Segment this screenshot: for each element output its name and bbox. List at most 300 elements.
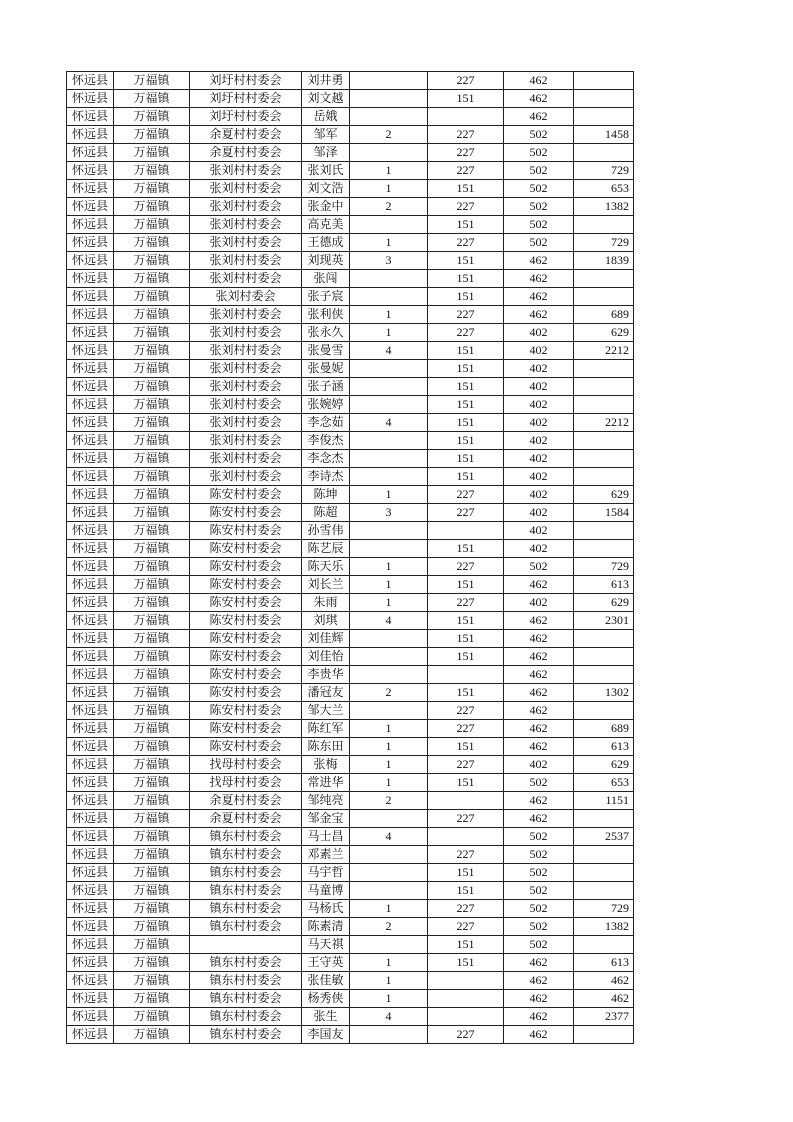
amount-b-cell: 502 xyxy=(504,882,574,900)
total-cell xyxy=(574,702,634,720)
table-row xyxy=(67,396,634,414)
household-count-cell xyxy=(350,468,428,486)
name-cell: 张永久 xyxy=(302,324,350,342)
village-committee-cell: 陈安村村委会 xyxy=(190,702,302,720)
town-cell: 万福镇 xyxy=(114,594,190,612)
village-committee-cell: 陈安村村委会 xyxy=(190,612,302,630)
town-cell: 万福镇 xyxy=(114,324,190,342)
table-row xyxy=(67,918,634,936)
total-cell: 613 xyxy=(574,954,634,972)
amount-b-cell: 402 xyxy=(504,342,574,360)
name-cell: 刘佳辉 xyxy=(302,630,350,648)
amount-a-cell xyxy=(428,108,504,126)
village-committee-cell: 张刘村村委会 xyxy=(190,342,302,360)
name-cell: 张生 xyxy=(302,1008,350,1026)
total-cell: 689 xyxy=(574,720,634,738)
town-cell: 万福镇 xyxy=(114,162,190,180)
table-row xyxy=(67,72,634,90)
household-count-cell: 1 xyxy=(350,756,428,774)
amount-a-cell: 227 xyxy=(428,558,504,576)
name-cell: 邹大兰 xyxy=(302,702,350,720)
table-row xyxy=(67,1026,634,1044)
town-cell: 万福镇 xyxy=(114,414,190,432)
household-count-cell xyxy=(350,216,428,234)
total-cell xyxy=(574,540,634,558)
village-committee-cell: 张刘村村委会 xyxy=(190,162,302,180)
county-cell: 怀远县 xyxy=(67,1026,114,1044)
village-committee-cell: 张刘村村委会 xyxy=(190,270,302,288)
county-cell: 怀远县 xyxy=(67,486,114,504)
amount-b-cell: 462 xyxy=(504,648,574,666)
amount-b-cell: 502 xyxy=(504,864,574,882)
county-cell: 怀远县 xyxy=(67,270,114,288)
village-committee-cell: 找母村村委会 xyxy=(190,756,302,774)
name-cell: 李念杰 xyxy=(302,450,350,468)
total-cell: 1151 xyxy=(574,792,634,810)
town-cell: 万福镇 xyxy=(114,504,190,522)
amount-a-cell: 151 xyxy=(428,648,504,666)
amount-a-cell: 151 xyxy=(428,450,504,468)
total-cell: 462 xyxy=(574,990,634,1008)
name-cell: 刘井勇 xyxy=(302,72,350,90)
county-cell: 怀远县 xyxy=(67,954,114,972)
amount-a-cell xyxy=(428,666,504,684)
amount-b-cell: 462 xyxy=(504,108,574,126)
amount-b-cell: 402 xyxy=(504,378,574,396)
table-row xyxy=(67,216,634,234)
total-cell: 689 xyxy=(574,306,634,324)
name-cell: 杨秀侠 xyxy=(302,990,350,1008)
county-cell: 怀远县 xyxy=(67,810,114,828)
household-count-cell xyxy=(350,90,428,108)
table-row xyxy=(67,972,634,990)
household-count-cell: 2 xyxy=(350,198,428,216)
town-cell: 万福镇 xyxy=(114,288,190,306)
table-row xyxy=(67,900,634,918)
name-cell: 张闯 xyxy=(302,270,350,288)
name-cell: 王守英 xyxy=(302,954,350,972)
town-cell: 万福镇 xyxy=(114,684,190,702)
amount-b-cell: 462 xyxy=(504,684,574,702)
county-cell: 怀远县 xyxy=(67,720,114,738)
village-committee-cell: 镇东村村委会 xyxy=(190,1026,302,1044)
name-cell: 张金中 xyxy=(302,198,350,216)
amount-a-cell: 227 xyxy=(428,306,504,324)
total-cell: 653 xyxy=(574,180,634,198)
town-cell: 万福镇 xyxy=(114,90,190,108)
county-cell: 怀远县 xyxy=(67,936,114,954)
table-row xyxy=(67,720,634,738)
town-cell: 万福镇 xyxy=(114,1026,190,1044)
county-cell: 怀远县 xyxy=(67,342,114,360)
total-cell: 1302 xyxy=(574,684,634,702)
amount-b-cell: 462 xyxy=(504,288,574,306)
amount-a-cell: 227 xyxy=(428,72,504,90)
table-row xyxy=(67,810,634,828)
table-row xyxy=(67,540,634,558)
county-cell: 怀远县 xyxy=(67,1008,114,1026)
table-row xyxy=(67,270,634,288)
county-cell: 怀远县 xyxy=(67,396,114,414)
household-count-cell: 1 xyxy=(350,306,428,324)
town-cell: 万福镇 xyxy=(114,612,190,630)
table-row xyxy=(67,306,634,324)
county-cell: 怀远县 xyxy=(67,252,114,270)
amount-a-cell: 227 xyxy=(428,594,504,612)
household-count-cell xyxy=(350,144,428,162)
amount-a-cell: 151 xyxy=(428,270,504,288)
town-cell: 万福镇 xyxy=(114,378,190,396)
village-committee-cell: 张刘村村委会 xyxy=(190,252,302,270)
amount-b-cell: 462 xyxy=(504,90,574,108)
name-cell: 朱雨 xyxy=(302,594,350,612)
village-committee-cell: 镇东村村委会 xyxy=(190,972,302,990)
county-cell: 怀远县 xyxy=(67,702,114,720)
village-committee-cell: 陈安村村委会 xyxy=(190,648,302,666)
town-cell: 万福镇 xyxy=(114,576,190,594)
village-committee-cell: 余夏村村委会 xyxy=(190,810,302,828)
table-row xyxy=(67,576,634,594)
county-cell: 怀远县 xyxy=(67,306,114,324)
village-committee-cell: 张刘村村委会 xyxy=(190,432,302,450)
town-cell: 万福镇 xyxy=(114,234,190,252)
household-count-cell xyxy=(350,270,428,288)
household-count-cell xyxy=(350,630,428,648)
name-cell: 张子涵 xyxy=(302,378,350,396)
household-count-cell xyxy=(350,450,428,468)
county-cell: 怀远县 xyxy=(67,504,114,522)
amount-a-cell: 227 xyxy=(428,198,504,216)
table-row xyxy=(67,738,634,756)
total-cell xyxy=(574,378,634,396)
household-count-cell: 1 xyxy=(350,180,428,198)
table-row xyxy=(67,414,634,432)
household-count-cell: 4 xyxy=(350,414,428,432)
amount-b-cell: 502 xyxy=(504,198,574,216)
village-committee-cell: 镇东村村委会 xyxy=(190,828,302,846)
amount-a-cell: 227 xyxy=(428,1026,504,1044)
town-cell: 万福镇 xyxy=(114,810,190,828)
name-cell: 常进华 xyxy=(302,774,350,792)
village-committee-cell: 张刘村村委会 xyxy=(190,216,302,234)
county-cell: 怀远县 xyxy=(67,774,114,792)
name-cell: 张佳敏 xyxy=(302,972,350,990)
amount-b-cell: 462 xyxy=(504,738,574,756)
town-cell: 万福镇 xyxy=(114,126,190,144)
total-cell xyxy=(574,108,634,126)
village-committee-cell: 陈安村村委会 xyxy=(190,594,302,612)
village-committee-cell: 陈安村村委会 xyxy=(190,522,302,540)
town-cell: 万福镇 xyxy=(114,900,190,918)
amount-a-cell: 227 xyxy=(428,918,504,936)
table-row xyxy=(67,954,634,972)
amount-a-cell: 227 xyxy=(428,126,504,144)
household-count-cell xyxy=(350,666,428,684)
town-cell: 万福镇 xyxy=(114,468,190,486)
county-cell: 怀远县 xyxy=(67,972,114,990)
amount-b-cell: 402 xyxy=(504,594,574,612)
household-count-cell xyxy=(350,810,428,828)
amount-b-cell: 502 xyxy=(504,918,574,936)
county-cell: 怀远县 xyxy=(67,324,114,342)
village-committee-cell: 陈安村村委会 xyxy=(190,540,302,558)
town-cell: 万福镇 xyxy=(114,522,190,540)
name-cell: 李国友 xyxy=(302,1026,350,1044)
county-cell: 怀远县 xyxy=(67,450,114,468)
amount-b-cell: 402 xyxy=(504,522,574,540)
total-cell xyxy=(574,288,634,306)
village-committee-cell: 刘圩村村委会 xyxy=(190,108,302,126)
table-row xyxy=(67,180,634,198)
total-cell xyxy=(574,666,634,684)
name-cell: 刘文越 xyxy=(302,90,350,108)
total-cell xyxy=(574,360,634,378)
amount-b-cell: 402 xyxy=(504,360,574,378)
town-cell: 万福镇 xyxy=(114,990,190,1008)
household-count-cell xyxy=(350,846,428,864)
name-cell: 陈坤 xyxy=(302,486,350,504)
name-cell: 刘现英 xyxy=(302,252,350,270)
table-row xyxy=(67,432,634,450)
amount-a-cell xyxy=(428,990,504,1008)
amount-b-cell: 502 xyxy=(504,774,574,792)
county-cell: 怀远县 xyxy=(67,648,114,666)
county-cell: 怀远县 xyxy=(67,360,114,378)
household-count-cell xyxy=(350,72,428,90)
village-committee-cell: 陈安村村委会 xyxy=(190,504,302,522)
county-cell: 怀远县 xyxy=(67,558,114,576)
county-cell: 怀远县 xyxy=(67,576,114,594)
table-row xyxy=(67,756,634,774)
total-cell xyxy=(574,864,634,882)
total-cell: 1382 xyxy=(574,198,634,216)
amount-a-cell: 151 xyxy=(428,936,504,954)
county-cell: 怀远县 xyxy=(67,108,114,126)
amount-b-cell: 462 xyxy=(504,612,574,630)
town-cell: 万福镇 xyxy=(114,864,190,882)
table-row xyxy=(67,162,634,180)
town-cell: 万福镇 xyxy=(114,144,190,162)
total-cell: 729 xyxy=(574,558,634,576)
town-cell: 万福镇 xyxy=(114,252,190,270)
household-count-cell: 1 xyxy=(350,972,428,990)
amount-b-cell: 462 xyxy=(504,630,574,648)
amount-a-cell: 151 xyxy=(428,864,504,882)
name-cell: 马天祺 xyxy=(302,936,350,954)
table-row xyxy=(67,684,634,702)
household-count-cell: 1 xyxy=(350,162,428,180)
county-cell: 怀远县 xyxy=(67,738,114,756)
total-cell xyxy=(574,144,634,162)
town-cell: 万福镇 xyxy=(114,72,190,90)
name-cell: 张利侠 xyxy=(302,306,350,324)
data-table xyxy=(66,71,634,1044)
town-cell: 万福镇 xyxy=(114,306,190,324)
county-cell: 怀远县 xyxy=(67,918,114,936)
county-cell: 怀远县 xyxy=(67,756,114,774)
town-cell: 万福镇 xyxy=(114,270,190,288)
table-row xyxy=(67,522,634,540)
village-committee-cell: 张刘村村委会 xyxy=(190,234,302,252)
village-committee-cell: 张刘村村委会 xyxy=(190,198,302,216)
table-row xyxy=(67,558,634,576)
village-committee-cell: 刘圩村村委会 xyxy=(190,90,302,108)
table-row xyxy=(67,792,634,810)
amount-a-cell: 151 xyxy=(428,180,504,198)
household-count-cell xyxy=(350,360,428,378)
total-cell xyxy=(574,936,634,954)
amount-a-cell: 151 xyxy=(428,432,504,450)
table-row xyxy=(67,702,634,720)
town-cell: 万福镇 xyxy=(114,360,190,378)
household-count-cell xyxy=(350,864,428,882)
total-cell xyxy=(574,810,634,828)
village-committee-cell: 余夏村村委会 xyxy=(190,144,302,162)
amount-a-cell: 227 xyxy=(428,810,504,828)
household-count-cell: 1 xyxy=(350,774,428,792)
amount-a-cell xyxy=(428,972,504,990)
table-row xyxy=(67,990,634,1008)
table-row xyxy=(67,936,634,954)
town-cell: 万福镇 xyxy=(114,774,190,792)
household-count-cell xyxy=(350,378,428,396)
name-cell: 陈天乐 xyxy=(302,558,350,576)
total-cell: 729 xyxy=(574,234,634,252)
amount-b-cell: 502 xyxy=(504,936,574,954)
town-cell: 万福镇 xyxy=(114,918,190,936)
town-cell: 万福镇 xyxy=(114,198,190,216)
village-committee-cell: 张刘村村委会 xyxy=(190,396,302,414)
amount-b-cell: 502 xyxy=(504,828,574,846)
town-cell: 万福镇 xyxy=(114,396,190,414)
name-cell: 张梅 xyxy=(302,756,350,774)
name-cell: 陈超 xyxy=(302,504,350,522)
table-row xyxy=(67,648,634,666)
total-cell: 2377 xyxy=(574,1008,634,1026)
county-cell: 怀远县 xyxy=(67,684,114,702)
village-committee-cell: 陈安村村委会 xyxy=(190,576,302,594)
household-count-cell: 1 xyxy=(350,558,428,576)
total-cell: 2212 xyxy=(574,414,634,432)
town-cell: 万福镇 xyxy=(114,630,190,648)
table-row xyxy=(67,378,634,396)
table-row xyxy=(67,594,634,612)
amount-a-cell: 227 xyxy=(428,144,504,162)
table-row xyxy=(67,360,634,378)
household-count-cell: 1 xyxy=(350,324,428,342)
name-cell: 陈素清 xyxy=(302,918,350,936)
name-cell: 刘佳怡 xyxy=(302,648,350,666)
county-cell: 怀远县 xyxy=(67,792,114,810)
total-cell: 613 xyxy=(574,576,634,594)
table-row xyxy=(67,108,634,126)
village-committee-cell: 镇东村村委会 xyxy=(190,882,302,900)
village-committee-cell: 张刘村村委会 xyxy=(190,414,302,432)
household-count-cell: 1 xyxy=(350,990,428,1008)
amount-b-cell: 402 xyxy=(504,486,574,504)
county-cell: 怀远县 xyxy=(67,216,114,234)
amount-b-cell: 402 xyxy=(504,432,574,450)
amount-a-cell xyxy=(428,828,504,846)
total-cell: 2212 xyxy=(574,342,634,360)
town-cell: 万福镇 xyxy=(114,738,190,756)
table-row xyxy=(67,828,634,846)
amount-a-cell: 227 xyxy=(428,900,504,918)
town-cell: 万福镇 xyxy=(114,558,190,576)
household-count-cell: 1 xyxy=(350,486,428,504)
amount-b-cell: 502 xyxy=(504,558,574,576)
town-cell: 万福镇 xyxy=(114,720,190,738)
amount-a-cell: 227 xyxy=(428,504,504,522)
name-cell: 张曼雪 xyxy=(302,342,350,360)
county-cell: 怀远县 xyxy=(67,594,114,612)
county-cell: 怀远县 xyxy=(67,378,114,396)
village-committee-cell xyxy=(190,936,302,954)
town-cell: 万福镇 xyxy=(114,108,190,126)
household-count-cell: 4 xyxy=(350,1008,428,1026)
table-row xyxy=(67,468,634,486)
town-cell: 万福镇 xyxy=(114,432,190,450)
town-cell: 万福镇 xyxy=(114,846,190,864)
county-cell: 怀远县 xyxy=(67,180,114,198)
name-cell: 马士昌 xyxy=(302,828,350,846)
total-cell: 653 xyxy=(574,774,634,792)
name-cell: 邹金宝 xyxy=(302,810,350,828)
county-cell: 怀远县 xyxy=(67,126,114,144)
county-cell: 怀远县 xyxy=(67,144,114,162)
total-cell: 629 xyxy=(574,594,634,612)
table-row xyxy=(67,1008,634,1026)
village-committee-cell: 陈安村村委会 xyxy=(190,720,302,738)
village-committee-cell: 镇东村村委会 xyxy=(190,864,302,882)
amount-a-cell xyxy=(428,792,504,810)
total-cell: 729 xyxy=(574,900,634,918)
name-cell: 孙雪伟 xyxy=(302,522,350,540)
household-count-cell: 1 xyxy=(350,720,428,738)
amount-b-cell: 502 xyxy=(504,180,574,198)
household-count-cell: 2 xyxy=(350,684,428,702)
amount-a-cell xyxy=(428,1008,504,1026)
amount-a-cell: 151 xyxy=(428,378,504,396)
household-count-cell: 1 xyxy=(350,738,428,756)
amount-b-cell: 502 xyxy=(504,126,574,144)
name-cell: 岳娥 xyxy=(302,108,350,126)
town-cell: 万福镇 xyxy=(114,702,190,720)
county-cell: 怀远县 xyxy=(67,468,114,486)
household-count-cell: 3 xyxy=(350,504,428,522)
amount-b-cell: 462 xyxy=(504,666,574,684)
amount-a-cell: 227 xyxy=(428,324,504,342)
amount-b-cell: 502 xyxy=(504,900,574,918)
amount-a-cell: 227 xyxy=(428,486,504,504)
village-committee-cell: 张刘村村委会 xyxy=(190,378,302,396)
county-cell: 怀远县 xyxy=(67,882,114,900)
table-row xyxy=(67,450,634,468)
household-count-cell: 4 xyxy=(350,342,428,360)
table-row xyxy=(67,774,634,792)
county-cell: 怀远县 xyxy=(67,540,114,558)
household-count-cell: 1 xyxy=(350,576,428,594)
name-cell: 李俊杰 xyxy=(302,432,350,450)
total-cell xyxy=(574,468,634,486)
total-cell xyxy=(574,72,634,90)
total-cell: 1382 xyxy=(574,918,634,936)
amount-b-cell: 462 xyxy=(504,720,574,738)
amount-a-cell: 151 xyxy=(428,342,504,360)
amount-b-cell: 462 xyxy=(504,954,574,972)
table-row xyxy=(67,504,634,522)
amount-b-cell: 462 xyxy=(504,252,574,270)
